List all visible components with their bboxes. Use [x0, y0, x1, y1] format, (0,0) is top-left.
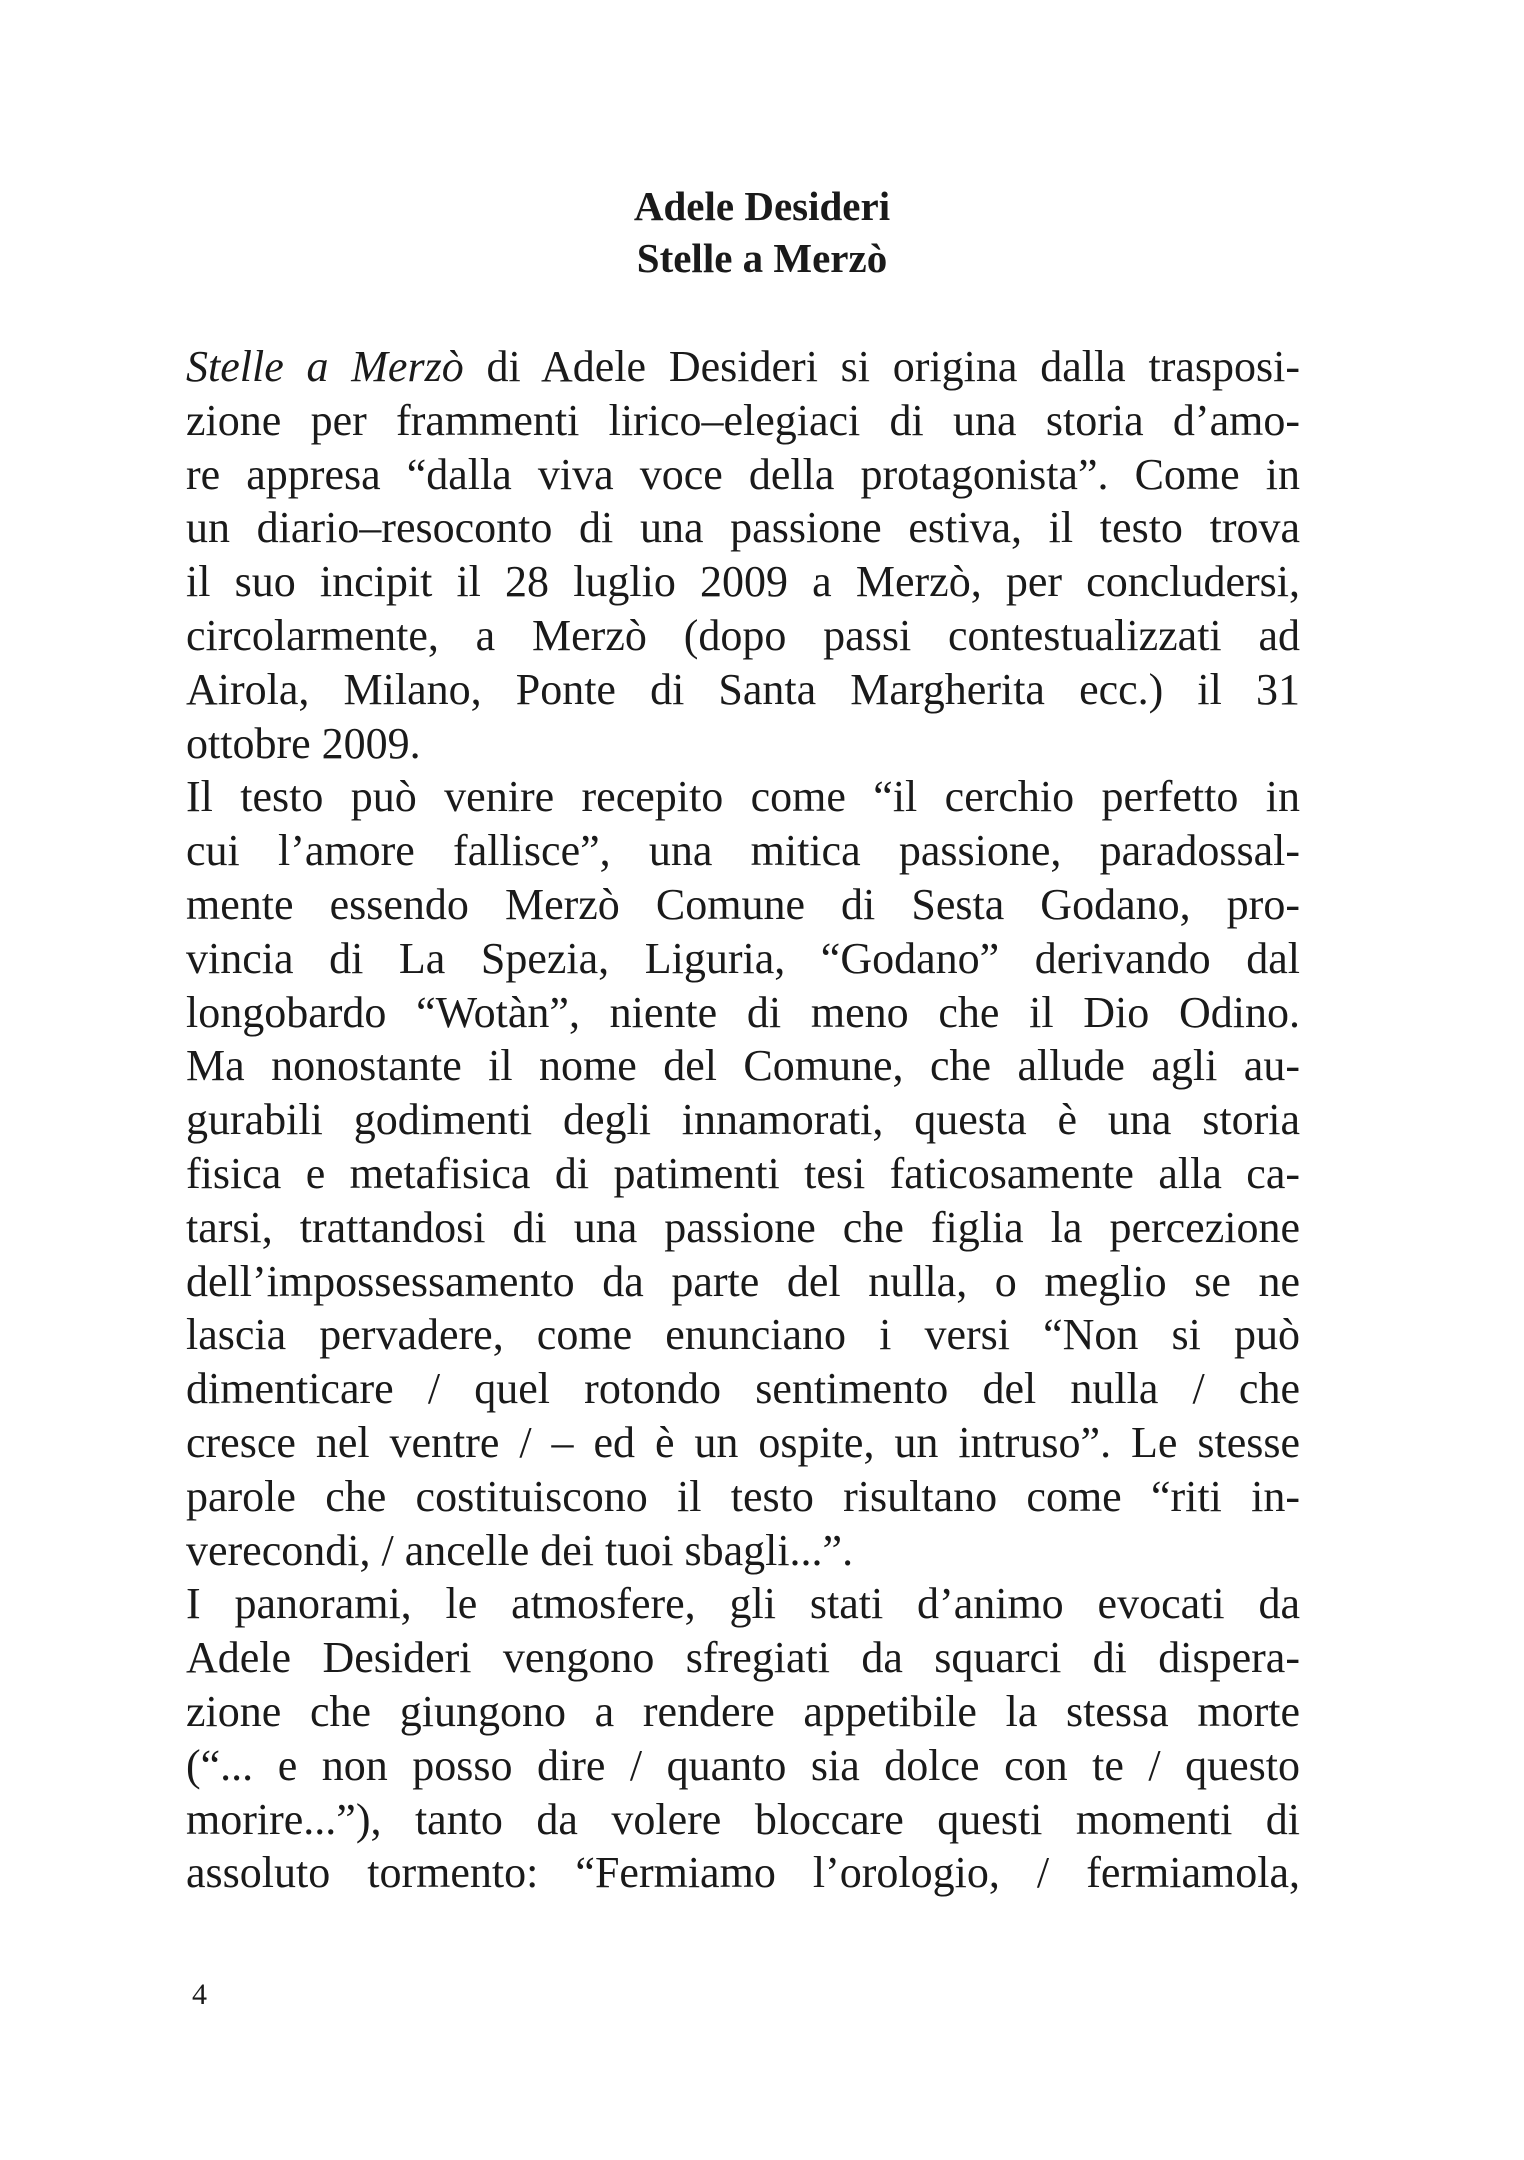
text-line: un diario–resoconto di una passione estiva, il testo trova [186, 503, 1300, 553]
work-title-heading: Stelle a Merzò [636, 235, 888, 281]
text-line: Il testo può venire recepito come “il cerchio perfetto in [186, 772, 1300, 822]
text-line: I panorami, le atmosfere, gli stati d’animo evocati da [186, 1579, 1300, 1629]
text-line: cresce nel ventre / – ed è un ospite, un intruso”. Le stesse [186, 1417, 1300, 1467]
text-line: assoluto tormento: “Fermiamo l’orologio, / fermiamola, [186, 1848, 1300, 1898]
text-line: ottobre 2009. [186, 718, 421, 768]
text-line [186, 340, 1300, 394]
text-line: longobardo “Wotàn”, niente di meno che il Dio Odino. [186, 987, 1300, 1037]
text-line: cui l’amore fallisce”, una mitica passione, paradossal- [186, 826, 1300, 876]
body-text [186, 340, 1300, 1900]
text-line: tarsi, trattandosi di una passione che figlia la percezione [186, 1202, 1300, 1252]
page-number: 4 [192, 1978, 207, 2011]
text-line: zione che giungono a rendere appetibile la stessa morte [186, 1686, 1300, 1736]
text-line: mente essendo Merzò Comune di Sesta Godano, pro- [186, 879, 1300, 929]
text-line: re appresa “dalla viva voce della protagonista”. Come in [186, 449, 1300, 499]
text-line: circolarmente, a Merzò (dopo passi contestualizzati ad [186, 610, 1300, 660]
text-line: (“... e non posso dire / quanto sia dolce con te / questo [186, 1740, 1300, 1790]
text-line: vincia di La Spezia, Liguria, “Godano” derivando dal [186, 933, 1300, 983]
text-line: il suo incipit il 28 luglio 2009 a Merzò, per concludersi, [186, 557, 1300, 607]
text-line-rest: di Adele Desideri si origina dalla trasposi- [463, 342, 1300, 391]
text-line: dimenticare / quel rotondo sentimento del nulla / che [186, 1364, 1300, 1414]
text-line: morire...”), tanto da volere bloccare questi momenti di [186, 1794, 1300, 1844]
text-line: Airola, Milano, Ponte di Santa Margherita ecc.) il 31 [186, 664, 1300, 714]
text-line: dell’impossessamento da parte del nulla, o meglio se ne [186, 1256, 1300, 1306]
author-heading: Adele Desideri [633, 183, 891, 229]
text-line: verecondi, / ancelle dei tuoi sbagli...”. [186, 1525, 854, 1575]
text-line: parole che costituiscono il testo risultano come “riti in- [186, 1471, 1300, 1521]
text-line: Ma nonostante il nome del Comune, che allude agli au- [186, 1041, 1300, 1091]
text-line: fisica e metafisica di patimenti tesi faticosamente alla ca- [186, 1148, 1300, 1198]
text-line: zione per frammenti lirico–elegiaci di una storia d’amo- [186, 395, 1300, 445]
title-block [0, 180, 1524, 284]
text-line: lascia pervadere, come enunciano i versi “Non si può [186, 1310, 1300, 1360]
text-line: gurabili godimenti degli innamorati, questa è una storia [186, 1095, 1300, 1145]
italic-title-ref: Stelle a Merzò [186, 342, 464, 391]
text-line: Adele Desideri vengono sfregiati da squarci di dispera- [186, 1633, 1300, 1683]
